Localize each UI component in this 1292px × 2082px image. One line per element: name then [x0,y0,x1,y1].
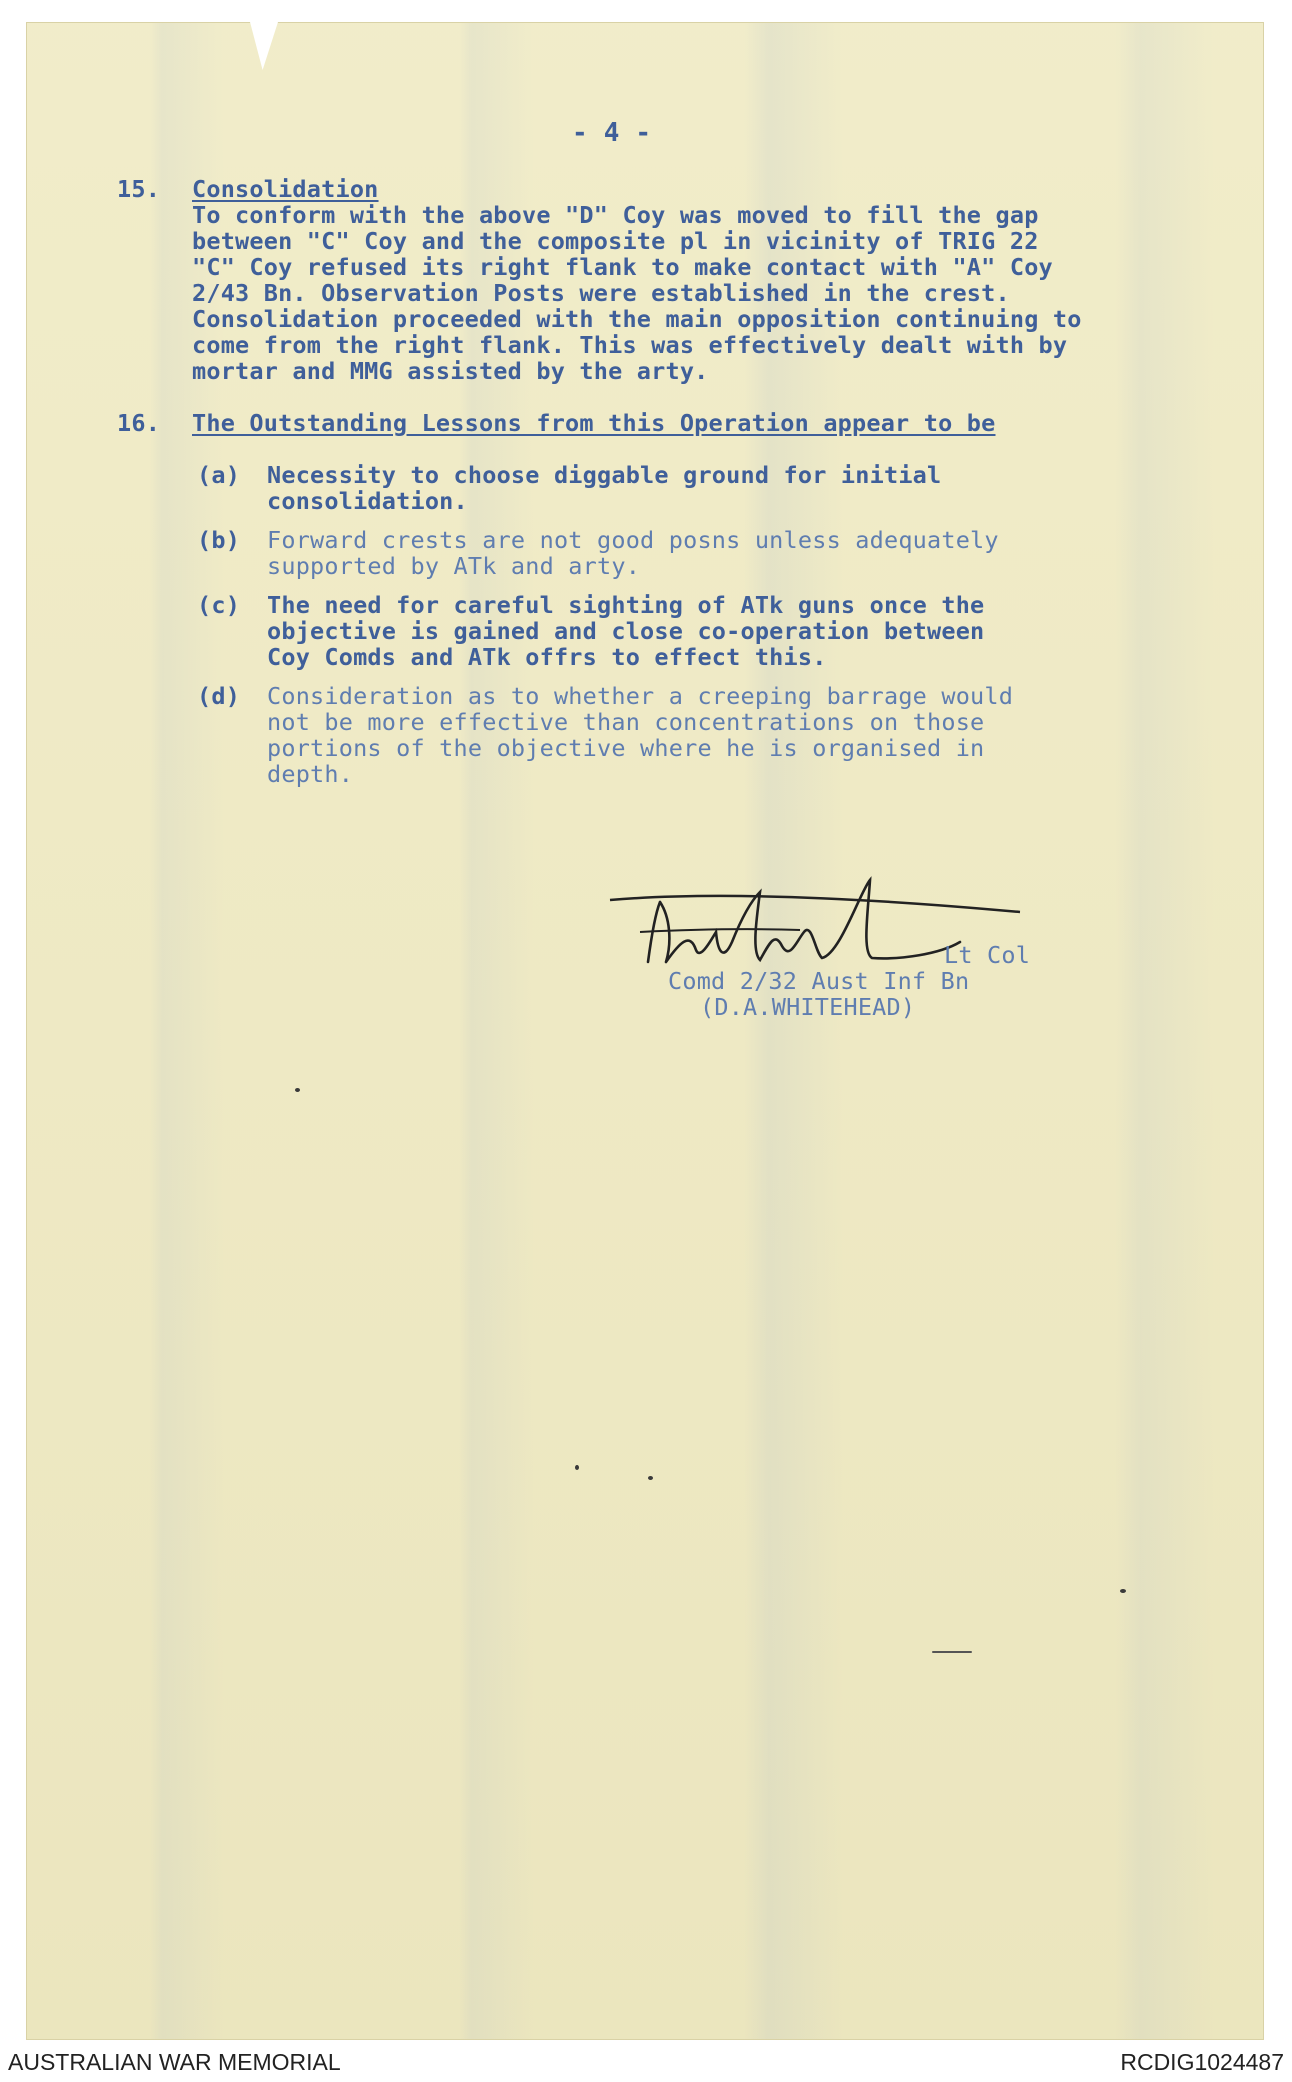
paper-speck [648,1476,653,1480]
paragraph-line: between "C" Coy and the composite pl in vicinity of TRIG 22 [192,227,1039,255]
lesson-label: (d) [197,682,241,710]
paragraph-line: To conform with the above "D" Coy was moved to fill the gap [192,201,1039,229]
paper-speck [575,1465,579,1470]
signature-name: (D.A.WHITEHEAD) [700,993,916,1021]
footer-archive-name: AUSTRALIAN WAR MEMORIAL [8,2049,341,2075]
paragraph-line: come from the right flank. This was effectively dealt with by [192,331,1068,359]
lesson-line: The need for careful sighting of ATk guns once the [267,591,985,619]
signature-appointment: Comd 2/32 Aust Inf Bn [668,967,970,995]
paragraph-line: "C" Coy refused its right flank to make contact with "A" Coy [192,253,1053,281]
paragraph-number: 16. [117,409,161,437]
lesson-line: not be more effective than concentrations on those [267,708,985,736]
lesson-line: consolidation. [267,487,468,515]
page-number: - 4 - [572,118,652,148]
lesson-line: portions of the objective where he is organised in [267,734,985,762]
signature-rank: Lt Col [944,941,1031,969]
lesson-line: depth. [267,760,354,788]
lesson-line: objective is gained and close co-operation between [267,617,985,645]
lesson-line: Necessity to choose diggable ground for initial [267,461,942,489]
paragraph-heading: The Outstanding Lessons from this Operation appear to be [192,409,996,437]
paper-speck [932,1651,972,1653]
paragraph-number: 15. [117,175,161,203]
paragraph-line: mortar and MMG assisted by the arty. [192,357,709,385]
lesson-line: Consideration as to whether a creeping barrage would [267,682,1014,710]
paragraph-line: 2/43 Bn. Observation Posts were established in the crest. [192,279,1010,307]
lesson-line: Coy Comds and ATk offrs to effect this. [267,643,827,671]
lesson-line: Forward crests are not good posns unless adequately [267,526,999,554]
lesson-label: (c) [197,591,241,619]
lesson-label: (a) [197,461,241,489]
footer-record-id: RCDIG1024487 [1120,2049,1284,2075]
paragraph-heading: Consolidation [192,175,379,203]
paragraph-line: Consolidation proceeded with the main opposition continuing to [192,305,1082,333]
paper-speck [295,1088,300,1092]
lesson-label: (b) [197,526,241,554]
paper-speck [1120,1589,1126,1593]
lesson-line: supported by ATk and arty. [267,552,641,580]
